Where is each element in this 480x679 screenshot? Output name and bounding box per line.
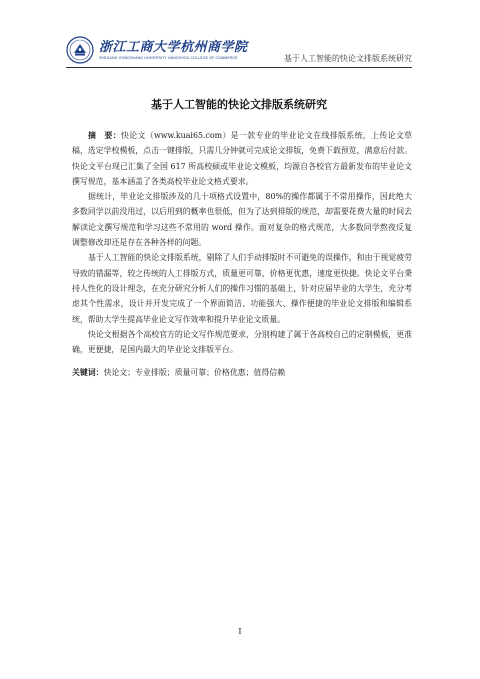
header-rule	[66, 67, 412, 68]
document-title: 基于人工智能的快论文排版系统研究	[151, 98, 327, 111]
school-logo-text	[99, 36, 299, 60]
page-number: I	[238, 627, 242, 636]
abstract-paragraph: 摘 要：快论文（www.kuai65.com）是一款专业的毕业论文在线排版系统，上传论文草稿，选定学校模板，点击一键排版，只需几分钟就可完成论文排版，免费下载预览，满意后付款。快论文平台现已汇集了全国 617 所高校硕或毕业论文模板，均源自各校官方最新发布的毕业论文撰写规范，基本涵盖了各类高校毕业论文格式要求。	[72, 131, 412, 186]
abstract-label: 摘 要：	[88, 131, 122, 140]
header-running-title: 基于人工智能的快论文排版系统研究	[284, 54, 412, 63]
page-header	[66, 36, 412, 66]
school-name-en: ZHEJIANG GONGSHANG UNIVERSITY HANGZHOU COLLEGE OF COMMERCE	[99, 56, 238, 60]
university-seal-icon	[66, 36, 94, 64]
abstract-paragraph: 基于人工智能的快论文排版系统，剔除了人们手动排版时不可避免的误操作，和由于视觉疲劳导致的错漏等，较之传统的人工排版方式，质量更可靠，价格更优惠，速度更快捷。快论文平台秉持人性化的设计理念，在充分研究分析人们的操作习惯的基础上，针对应届毕业的大学生，充分考虑其个性需求，设计并开发完成了一个界面简洁、功能强大、操作便捷的毕业论文排版和编辑系统，帮助大学生提高毕业论文写作效率和提升毕业论文质量。	[72, 253, 412, 324]
abstract-paragraph: 快论文根据各个高校官方的论文写作规范要求，分别构建了属于各高校自己的定制模板，更准确，更便捷，是国内最大的毕业论文排版平台。	[72, 329, 412, 355]
keywords-line	[72, 365, 412, 380]
keywords-text: 快论文；专业排版；质量可靠；价格优惠；值得信赖	[103, 368, 286, 378]
keywords-label: 关键词：	[72, 368, 104, 378]
abstract-body	[72, 128, 412, 381]
school-name-cn: 浙江工商大学杭州商学院	[99, 40, 248, 55]
abstract-paragraph: 据统计，毕业论文排版涉及的几十项格式设置中，80%的操作都属于不常用操作，因此绝大多数同学以前没用过，以后用到的概率也很低，但为了达到排版的规范，却需要花费大量的时间去解读论文撰写规范和学习这些不常用的 word 操作。面对复杂的格式规范，大多数同学熬夜反复调整修改却还是存在各种各样的问题。	[72, 192, 412, 248]
